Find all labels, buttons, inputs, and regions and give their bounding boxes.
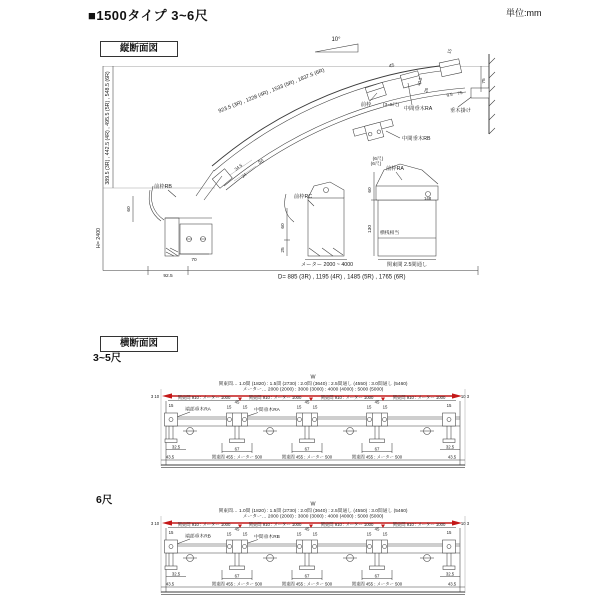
dim-34-5: 34.5	[233, 162, 244, 172]
mid-rafter-ra-label: 中間垂木RA	[403, 106, 433, 112]
dim-67: 67	[374, 573, 380, 579]
dim-43-5: 43.5	[165, 454, 175, 460]
dim-26: 26	[423, 87, 430, 94]
dim-67: 67	[234, 573, 240, 579]
edge-rafter-label: 端部垂木RB	[185, 534, 211, 540]
pitch-dim: 関東間 455 : メーター 500	[211, 454, 263, 460]
dim-50: 50	[257, 159, 265, 166]
meter-width-line: メーター… 2000 (2000) : 3000 (3000) : 4000 (4000) : 5000 (5000)	[242, 387, 384, 393]
dim-92-5: 92.5	[163, 274, 173, 279]
mid-rafter-rb-detail	[353, 119, 396, 144]
front-frame-ra-detail	[371, 164, 438, 260]
dim-40-5: 40.5	[416, 76, 424, 87]
dim-15: 15	[366, 404, 372, 410]
post-height-dim: H= 2400	[96, 227, 102, 249]
yokozan-label: 横桟相当	[380, 231, 400, 236]
size-label-3-5: 3~5尺	[93, 352, 122, 364]
mid-rafter-label: 中間垂木RB	[254, 535, 280, 540]
mid-rafter-label: 中間垂木RA	[254, 408, 280, 413]
dim-32-5: 32.5	[171, 571, 181, 577]
dim-15: 15	[382, 404, 388, 410]
module-dim: 関東間 910 : メーター 1000	[392, 522, 446, 527]
dim-67: 67	[304, 573, 310, 579]
size-6-label-detail: (6尺)	[372, 157, 384, 162]
tip-dim-15: 15	[446, 48, 453, 55]
horizontal-section-3-5	[151, 375, 470, 468]
dim-15: 15	[226, 404, 232, 410]
dim-15: 15	[226, 531, 232, 537]
vertical-section-label: 縦断面図	[100, 41, 178, 57]
front-frame-rb-label: 前枠RB	[154, 184, 172, 190]
arc-length-dims: 923.5 (3R) , 1228 (4R) , 1533 (5R) , 1837.5 (6R)	[217, 67, 326, 115]
dim-32-5: 32.5	[171, 444, 181, 450]
module-dim: 関東間 910 : メーター 1000	[320, 522, 374, 527]
dim-45: 45	[388, 63, 396, 70]
meter-range-label: メーター 2000 ~ 4000	[300, 262, 354, 268]
edge-rafter-label: 端部垂木RA	[185, 407, 211, 413]
pitch-dim: 関東間 455 : メーター 500	[351, 581, 403, 587]
pitch-dim: 関東間 455 : メーター 500	[351, 454, 403, 460]
module-dim: 関東間 910 : メーター 1000	[177, 395, 231, 400]
dim-15: 15	[296, 531, 302, 537]
dim-60-rc: 60	[281, 223, 286, 229]
offset-left: 3 10	[150, 394, 160, 399]
size-3-5-label: (3~5尺)	[382, 103, 400, 108]
kanto-width-line: 関東間… 1.0間 (1820) : 1.5間 (2730) : 2.0間 (3640) : 2.5間通し (4550) : 3.0間通し (5460)	[218, 509, 408, 514]
dim-45: 45	[234, 399, 240, 405]
horizontal-section-6	[151, 502, 470, 595]
meter-width-line: メーター… 2000 (2000) : 3000 (3000) : 4000 (4000) : 5000 (5000)	[242, 514, 384, 520]
dim-45: 45	[304, 399, 310, 405]
mid-rafter-rb-label: 中間垂木RB	[402, 136, 431, 142]
sheet-title: ■1500タイプ 3~6尺	[88, 8, 209, 23]
module-dim: 関東間 910 : メーター 1000	[392, 395, 446, 400]
dim-70: 70	[191, 258, 197, 263]
offset-right: 10 3	[460, 521, 470, 526]
module-dim: 関東間 910 : メーター 1000	[320, 395, 374, 400]
size-label-6: 6尺	[96, 494, 113, 506]
kanto-span-label: 関東間 2.5間通し	[386, 262, 428, 268]
size-6-label-ra: (6尺)	[370, 162, 382, 167]
building-wall	[471, 54, 495, 134]
module-dim: 関東間 910 : メーター 1000	[177, 522, 231, 527]
dim-24: 24	[240, 171, 248, 179]
tarukigake-label: 垂木掛け	[450, 108, 472, 114]
slope-indicator	[315, 37, 358, 52]
horizontal-section-label: 横断面図	[100, 336, 178, 352]
dim-15-edge: 15	[168, 530, 174, 535]
unit-label: 単位:mm	[506, 8, 542, 18]
dim-45: 45	[374, 399, 380, 405]
slope-angle-label: 10°	[331, 37, 341, 43]
front-frame-rc-label: 前枠RC	[293, 194, 313, 200]
dim-15: 15	[382, 531, 388, 537]
wall-hook-block	[439, 59, 461, 77]
dim-15: 15	[296, 404, 302, 410]
dim-43-5: 43.5	[447, 581, 457, 587]
dim-15: 15	[312, 404, 318, 410]
offset-left: 3 10	[150, 521, 160, 526]
dim-43-5: 43.5	[165, 581, 175, 587]
dim-15: 15	[242, 404, 248, 410]
vertical-section-drawing	[96, 37, 495, 281]
module-dim: 関東間 910 : メーター 1000	[248, 395, 302, 400]
dim-67: 67	[304, 446, 310, 452]
dim-45: 45	[234, 526, 240, 532]
dim-15-edge: 15	[168, 403, 174, 408]
dim-15: 15	[312, 531, 318, 537]
module-dim: 関東間 910 : メーター 1000	[248, 522, 302, 527]
dim-67: 67	[374, 446, 380, 452]
dim-67: 67	[234, 446, 240, 452]
dim-15: 15	[366, 531, 372, 537]
dim-15-edge: 15	[446, 530, 452, 535]
front-frame-block	[365, 82, 386, 100]
dim-75-slope: 75	[457, 89, 463, 96]
dim-15-edge: 15	[446, 403, 452, 408]
dim-148: 148	[424, 196, 432, 201]
dim-25-rc: 25	[281, 247, 286, 253]
front-frame-label: 前枠	[360, 102, 372, 108]
front-frame-ra-label: 前枠RA	[386, 166, 404, 172]
dim-9-5: 9.5	[446, 91, 454, 98]
dim-60-left: 60	[127, 206, 132, 212]
kanto-width-line: 関東間… 1.0間 (1820) : 1.5間 (2730) : 2.0間 (3640) : 2.5間通し (4550) : 3.0間通し (5460)	[218, 382, 408, 387]
height-dims: 389.5 (3R) , 442.5 (4R) , 495.5 (5R) , 548.5 (6R)	[105, 71, 111, 185]
pitch-dim: 関東間 455 : メーター 500	[211, 581, 263, 587]
dim-45: 45	[374, 526, 380, 532]
w-label: W	[310, 501, 316, 508]
pitch-dim: 関東間 455 : メーター 500	[281, 454, 333, 460]
dim-45: 45	[304, 526, 310, 532]
dim-43-5: 43.5	[447, 454, 457, 460]
dim-32-5: 32.5	[445, 571, 455, 577]
dim-15: 15	[242, 531, 248, 537]
depth-dims: D= 885 (3R) , 1195 (4R) , 1485 (5R) , 1765 (6R)	[278, 274, 406, 281]
dim-60-ra: 60	[368, 187, 373, 193]
pitch-dim: 関東間 455 : メーター 500	[281, 581, 333, 587]
dim-75-wall: 75	[482, 78, 487, 84]
w-label: W	[310, 374, 316, 381]
dim-32-5: 32.5	[445, 444, 455, 450]
offset-right: 10 3	[460, 394, 470, 399]
dim-130: 130	[368, 224, 373, 234]
